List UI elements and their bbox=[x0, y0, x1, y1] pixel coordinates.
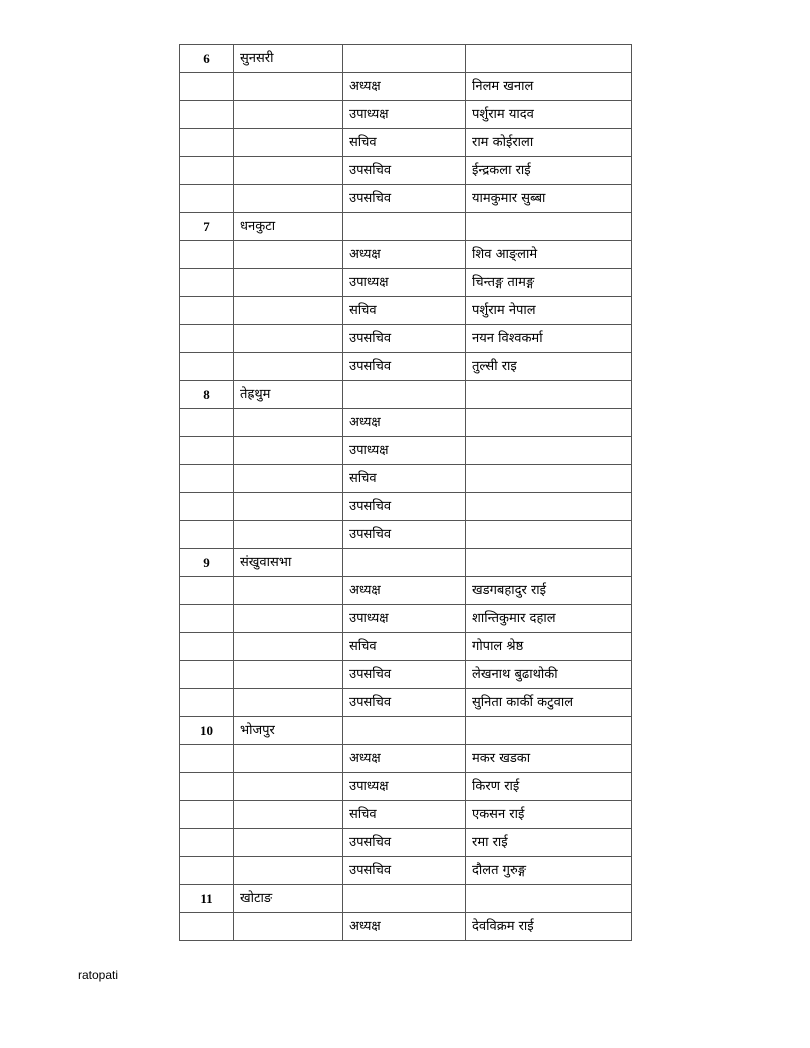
empty-cell bbox=[180, 605, 234, 633]
member-role: सचिव bbox=[343, 801, 466, 829]
district-number: 9 bbox=[180, 549, 234, 577]
member-role: उपाध्यक्ष bbox=[343, 437, 466, 465]
table-row bbox=[180, 661, 632, 689]
empty-cell bbox=[180, 773, 234, 801]
district-header-row bbox=[180, 717, 632, 745]
member-name: ईन्द्रकला राई bbox=[466, 157, 632, 185]
member-role: उपाध्यक्ष bbox=[343, 605, 466, 633]
empty-cell bbox=[180, 73, 234, 101]
table-row bbox=[180, 605, 632, 633]
member-name: दौलत गुरुङ्ग bbox=[466, 857, 632, 885]
empty-cell bbox=[343, 885, 466, 913]
member-name: गोपाल श्रेष्ठ bbox=[466, 633, 632, 661]
table-row bbox=[180, 157, 632, 185]
empty-cell bbox=[234, 185, 343, 213]
member-name: सुनिता कार्की कटुवाल bbox=[466, 689, 632, 717]
empty-cell bbox=[234, 801, 343, 829]
member-role: अध्यक्ष bbox=[343, 745, 466, 773]
member-name: किरण राई bbox=[466, 773, 632, 801]
empty-cell bbox=[180, 493, 234, 521]
member-name: यामकुमार सुब्बा bbox=[466, 185, 632, 213]
empty-cell bbox=[180, 269, 234, 297]
empty-cell bbox=[180, 801, 234, 829]
empty-cell bbox=[234, 521, 343, 549]
table-row bbox=[180, 325, 632, 353]
empty-cell bbox=[234, 633, 343, 661]
empty-cell bbox=[234, 73, 343, 101]
member-name: नयन विश्वकर्मा bbox=[466, 325, 632, 353]
member-role: अध्यक्ष bbox=[343, 577, 466, 605]
empty-cell bbox=[234, 157, 343, 185]
empty-cell bbox=[234, 409, 343, 437]
table-row bbox=[180, 689, 632, 717]
member-role: उपसचिव bbox=[343, 521, 466, 549]
member-name bbox=[466, 437, 632, 465]
member-name: शिव आङ्लामे bbox=[466, 241, 632, 269]
table-row bbox=[180, 577, 632, 605]
table-body bbox=[180, 45, 632, 941]
district-header-row bbox=[180, 549, 632, 577]
member-name: खडगबहादुर राई bbox=[466, 577, 632, 605]
district-committee-table bbox=[179, 44, 632, 941]
empty-cell bbox=[466, 213, 632, 241]
member-name: शान्तिकुमार दहाल bbox=[466, 605, 632, 633]
member-name: देवविक्रम राई bbox=[466, 913, 632, 941]
empty-cell bbox=[343, 549, 466, 577]
empty-cell bbox=[466, 381, 632, 409]
empty-cell bbox=[343, 213, 466, 241]
district-number: 6 bbox=[180, 45, 234, 73]
member-role: अध्यक्ष bbox=[343, 241, 466, 269]
district-name: संखुवासभा bbox=[234, 549, 343, 577]
member-role: अध्यक्ष bbox=[343, 73, 466, 101]
table-row bbox=[180, 409, 632, 437]
member-name: एकसन राई bbox=[466, 801, 632, 829]
empty-cell bbox=[466, 885, 632, 913]
table-row bbox=[180, 465, 632, 493]
empty-cell bbox=[343, 381, 466, 409]
empty-cell bbox=[234, 241, 343, 269]
district-header-row bbox=[180, 885, 632, 913]
empty-cell bbox=[234, 773, 343, 801]
table-row bbox=[180, 745, 632, 773]
member-role: उपसचिव bbox=[343, 325, 466, 353]
empty-cell bbox=[180, 689, 234, 717]
empty-cell bbox=[180, 745, 234, 773]
empty-cell bbox=[234, 269, 343, 297]
empty-cell bbox=[180, 297, 234, 325]
empty-cell bbox=[180, 241, 234, 269]
empty-cell bbox=[234, 857, 343, 885]
member-role: उपाध्यक्ष bbox=[343, 269, 466, 297]
empty-cell bbox=[180, 661, 234, 689]
empty-cell bbox=[234, 829, 343, 857]
member-role: उपसचिव bbox=[343, 157, 466, 185]
empty-cell bbox=[234, 661, 343, 689]
empty-cell bbox=[234, 353, 343, 381]
member-role: सचिव bbox=[343, 129, 466, 157]
member-name bbox=[466, 409, 632, 437]
table-row bbox=[180, 493, 632, 521]
empty-cell bbox=[234, 745, 343, 773]
empty-cell bbox=[234, 101, 343, 129]
district-header-row bbox=[180, 213, 632, 241]
table-row bbox=[180, 297, 632, 325]
table-row bbox=[180, 185, 632, 213]
member-role: उपसचिव bbox=[343, 353, 466, 381]
empty-cell bbox=[234, 297, 343, 325]
district-number: 11 bbox=[180, 885, 234, 913]
table-row bbox=[180, 353, 632, 381]
table-row bbox=[180, 829, 632, 857]
table-row bbox=[180, 101, 632, 129]
member-role: उपसचिव bbox=[343, 661, 466, 689]
empty-cell bbox=[234, 605, 343, 633]
empty-cell bbox=[234, 577, 343, 605]
member-name: पर्शुराम यादव bbox=[466, 101, 632, 129]
member-role: सचिव bbox=[343, 633, 466, 661]
empty-cell bbox=[234, 689, 343, 717]
empty-cell bbox=[234, 465, 343, 493]
empty-cell bbox=[180, 409, 234, 437]
empty-cell bbox=[180, 577, 234, 605]
member-role: उपसचिव bbox=[343, 185, 466, 213]
member-role: उपाध्यक्ष bbox=[343, 773, 466, 801]
empty-cell bbox=[180, 353, 234, 381]
empty-cell bbox=[466, 549, 632, 577]
district-number: 10 bbox=[180, 717, 234, 745]
empty-cell bbox=[180, 857, 234, 885]
empty-cell bbox=[234, 493, 343, 521]
member-name: पर्शुराम नेपाल bbox=[466, 297, 632, 325]
empty-cell bbox=[180, 129, 234, 157]
member-role: अध्यक्ष bbox=[343, 913, 466, 941]
table-row bbox=[180, 241, 632, 269]
table-row bbox=[180, 913, 632, 941]
table-row bbox=[180, 801, 632, 829]
empty-cell bbox=[180, 521, 234, 549]
empty-cell bbox=[180, 437, 234, 465]
table-row bbox=[180, 437, 632, 465]
empty-cell bbox=[180, 829, 234, 857]
member-name: लेखनाथ बुढाथोकी bbox=[466, 661, 632, 689]
table-row bbox=[180, 633, 632, 661]
empty-cell bbox=[234, 325, 343, 353]
member-role: उपसचिव bbox=[343, 689, 466, 717]
member-role: उपाध्यक्ष bbox=[343, 101, 466, 129]
empty-cell bbox=[234, 129, 343, 157]
member-role: सचिव bbox=[343, 297, 466, 325]
member-role: उपसचिव bbox=[343, 493, 466, 521]
table-row bbox=[180, 773, 632, 801]
district-number: 7 bbox=[180, 213, 234, 241]
source-footer: ratopati bbox=[78, 968, 119, 982]
empty-cell bbox=[234, 437, 343, 465]
district-name: तेह्रथुम bbox=[234, 381, 343, 409]
member-name: निलम खनाल bbox=[466, 73, 632, 101]
member-name: तुल्सी राइ bbox=[466, 353, 632, 381]
empty-cell bbox=[466, 717, 632, 745]
district-number: 8 bbox=[180, 381, 234, 409]
empty-cell bbox=[180, 913, 234, 941]
empty-cell bbox=[466, 45, 632, 73]
empty-cell bbox=[180, 325, 234, 353]
district-name: धनकुटा bbox=[234, 213, 343, 241]
member-name bbox=[466, 465, 632, 493]
member-role: अध्यक्ष bbox=[343, 409, 466, 437]
table-row bbox=[180, 129, 632, 157]
table-row bbox=[180, 521, 632, 549]
member-role: उपसचिव bbox=[343, 829, 466, 857]
member-name: चिन्तङ्ग तामङ्ग bbox=[466, 269, 632, 297]
district-header-row bbox=[180, 381, 632, 409]
district-name: खोटाङ bbox=[234, 885, 343, 913]
member-name: रमा राई bbox=[466, 829, 632, 857]
district-header-row bbox=[180, 45, 632, 73]
empty-cell bbox=[180, 633, 234, 661]
empty-cell bbox=[180, 101, 234, 129]
member-name bbox=[466, 521, 632, 549]
member-name: राम कोईराला bbox=[466, 129, 632, 157]
empty-cell bbox=[343, 45, 466, 73]
table-row bbox=[180, 857, 632, 885]
member-role: सचिव bbox=[343, 465, 466, 493]
empty-cell bbox=[234, 913, 343, 941]
district-name: भोजपुर bbox=[234, 717, 343, 745]
member-role: उपसचिव bbox=[343, 857, 466, 885]
table-row bbox=[180, 73, 632, 101]
empty-cell bbox=[180, 185, 234, 213]
table-row bbox=[180, 269, 632, 297]
member-name: मकर खडका bbox=[466, 745, 632, 773]
empty-cell bbox=[180, 157, 234, 185]
empty-cell bbox=[180, 465, 234, 493]
district-name: सुनसरी bbox=[234, 45, 343, 73]
member-name bbox=[466, 493, 632, 521]
empty-cell bbox=[343, 717, 466, 745]
